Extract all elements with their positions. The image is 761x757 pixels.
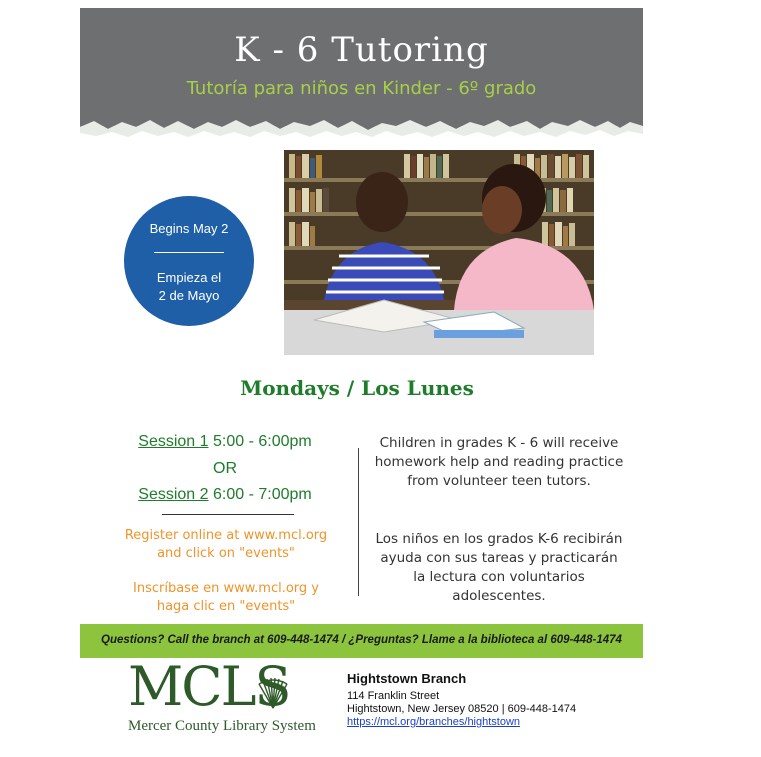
mcls-logo: MCLS: [128, 655, 290, 718]
page-title: K - 6 Tutoring: [234, 30, 489, 70]
branch-city-phone: Hightstown, New Jersey 08520 | 609-448-1474: [347, 703, 577, 715]
branch-street: 114 Franklin Street: [347, 690, 440, 702]
session-2-time: 6:00 - 7:00pm: [212, 486, 312, 503]
library-system-name: Mercer County Library System: [128, 718, 316, 734]
description-es-line1: Los niños en los grados K-6 recibirán: [375, 531, 623, 547]
contact-bar-text: Questions? Call the branch at 609-448-1474 / ¿Preguntas? Llame a la biblioteca al 609-448-1474: [101, 634, 622, 646]
session-1-label: Session 1: [138, 433, 209, 450]
badge-divider: [154, 252, 224, 253]
description-es: [366, 530, 632, 606]
start-date-badge: [124, 196, 254, 326]
start-date-es-line2: 2 de Mayo: [158, 288, 220, 303]
start-date-es: [124, 269, 254, 305]
day-heading: Mondays / Los Lunes: [240, 376, 474, 400]
description-es-line2: ayuda con sus tareas y practicarán: [380, 550, 618, 566]
start-date-es-line1: Empieza el: [156, 270, 222, 285]
description-en-line1: Children in grades K - 6 will receive: [379, 435, 619, 451]
column-divider: [358, 448, 359, 596]
session-1: [90, 433, 360, 451]
session-2-label: Session 2: [138, 486, 209, 503]
session-divider: [162, 514, 294, 515]
branch-url-link[interactable]: https://mcl.org/branches/hightstown: [347, 716, 521, 728]
description-en: [366, 434, 632, 491]
description-en-line3: from volunteer teen tutors.: [407, 473, 591, 489]
session-2: [90, 486, 360, 504]
register-es-line1: Inscríbase en www.mcl.org y: [133, 581, 319, 596]
description-en-line2: homework help and reading practice: [374, 454, 624, 470]
register-es-line2: haga clic en "events": [156, 599, 296, 614]
register-en-line1: Register online at www.mcl.org: [124, 528, 328, 543]
branch-name: Hightstown Branch: [347, 671, 467, 686]
torn-paper-edge: [80, 112, 643, 144]
book-fan-icon: [256, 676, 290, 710]
students-reading-photo: [284, 150, 594, 355]
page-subtitle: Tutoría para niños en Kinder - 6º grado: [186, 78, 537, 99]
register-es: [86, 580, 366, 616]
register-en-line2: and click on "events": [157, 546, 295, 561]
register-en: [86, 527, 366, 563]
description-es-line4: adolescentes.: [452, 588, 546, 604]
description-es-line3: la lectura con voluntarios: [413, 569, 585, 585]
start-date-en: Begins May 2: [149, 221, 229, 236]
session-1-time: 5:00 - 6:00pm: [212, 433, 312, 450]
session-or: OR: [213, 460, 237, 477]
